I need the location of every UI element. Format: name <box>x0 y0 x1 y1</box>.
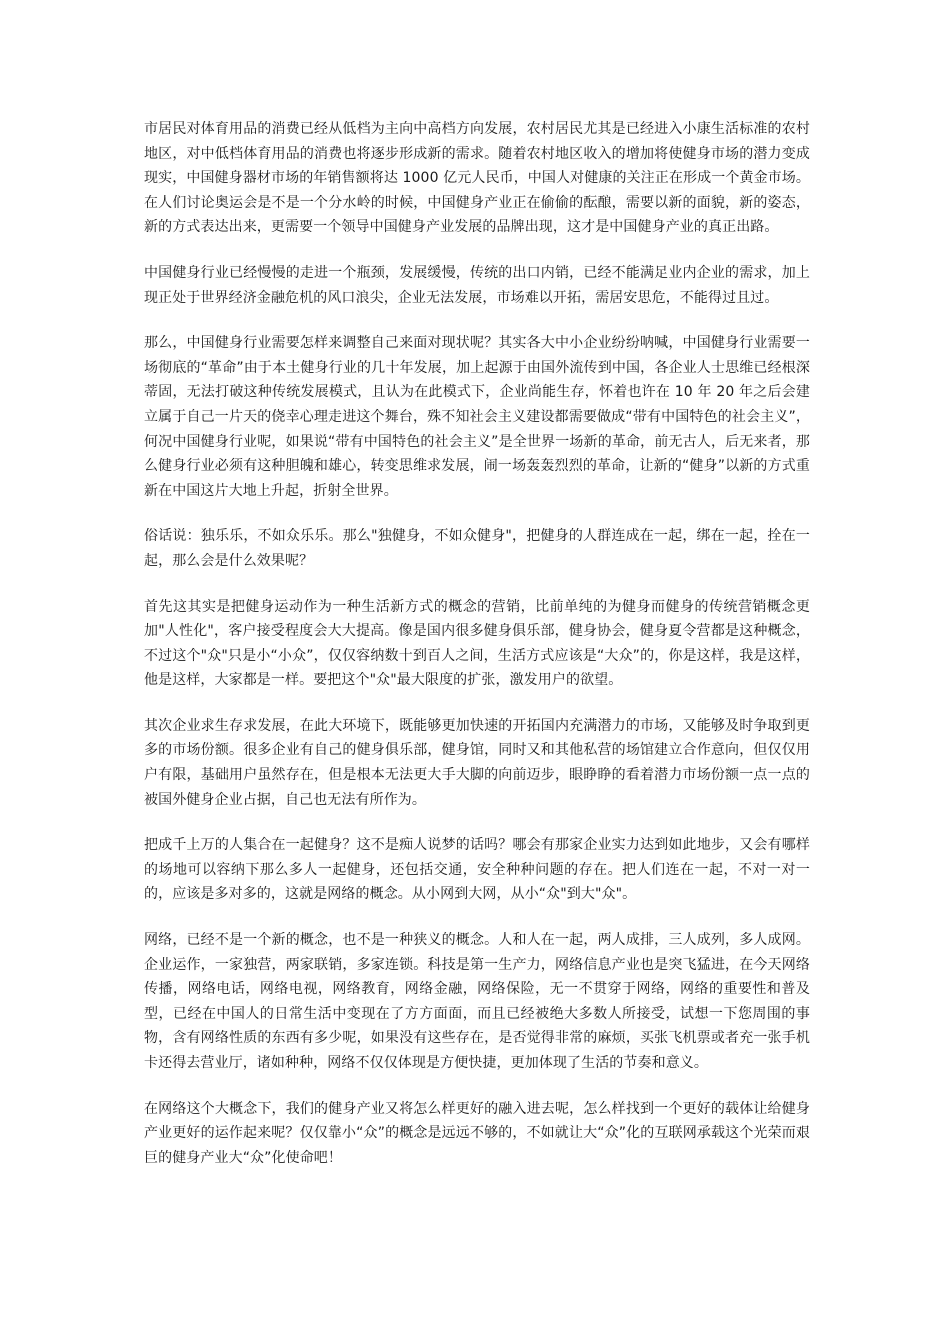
paragraph-8: 网络，已经不是一个新的概念，也不是一种狭义的概念。人和人在一起，两人成排，三人成列，多人成网。企业运作，一家独营，两家联销，多家连锁。科技是第一生产力，网络信息产业也是突飞猛进，在今天网络传播，网络电话，网络电视，网络教育，网络金融，网络保险，无一不贯穿于网络，网络的重要性和普及型，已经在中国人的日常生活中变现在了方方面面，而且已经被绝大多数人所接受，试想一下您周围的事物，含有网络性质的东西有多少呢，如果没有这些存在，是否觉得非常的麻烦，买张飞机票或者充一张手机卡还得去营业厅，诸如种种，网络不仅仅体现是方便快捷，更加体现了生活的节奏和意义。 <box>144 932 810 1071</box>
paragraph-3: 那么，中国健身行业需要怎样来调整自己来面对现状呢？其实各大中小企业纷纷呐喊，中国健身行业需要一场彻底的“革命”由于本土健身行业的几十年发展，加上起源于由国外流传到中国，各企业人士思维已经根深蒂固，无法打破这种传统发展模式，且认为在此模式下，企业尚能生存，怀着也许在 10 年 20 年之后会建立属于自己一片天的侥幸心理走进这个舞台，殊不知社会主义建设都需要做成“带有中国特色的社会主义”，何况中国健身行业呢，如果说“带有中国特色的社会主义”是全世界一场新的革命，前无古人，后无来者，那么健身行业必须有这种胆魄和雄心，转变思维求发展，闹一场轰轰烈烈的革命，让新的“健身”以新的方式重新在中国这片大地上升起，折射全世界。 <box>144 335 810 499</box>
article-body <box>144 117 810 1191</box>
paragraph-5: 首先这其实是把健身运动作为一种生活新方式的概念的营销，比前单纯的为健身而健身的传统营销概念更加"人性化"，客户接受程度会大大提高。像是国内很多健身俱乐部，健身协会，健身夏令营都是这种概念，不过这个"众"只是小“小众”，仅仅容纳数十到百人之间，生活方式应该是“大众”的，你是这样，我是这样，他是这样，大家都是一样。要把这个"众"最大限度的扩张，激发用户的欲望。 <box>144 598 810 689</box>
paragraph-2: 中国健身行业已经慢慢的走进一个瓶颈，发展缓慢，传统的出口内销，已经不能满足业内企业的需求，加上现正处于世界经济金融危机的风口浪尖，企业无法发展，市场难以开拓，需居安思危，不能得过且过。 <box>144 264 810 306</box>
paragraph-1: 市居民对体育用品的消费已经从低档为主向中高档方向发展，农村居民尤其是已经进入小康生活标准的农村地区，对中低档体育用品的消费也将逐步形成新的需求。随着农村地区收入的增加将使健身市场的潜力变成现实，中国健身器材市场的年销售额将达 1000 亿元人民币，中国人对健康的关注正在形成一个黄金市场。在人们讨论奥运会是不是一个分水岭的时候，中国健身产业正在偷偷的酝酿，需要以新的面貌，新的姿态，新的方式表达出来，更需要一个领导中国健身产业发展的品牌出现，这才是中国健身产业的真正出路。 <box>144 121 810 236</box>
paragraph-4: 俗话说：独乐乐，不如众乐乐。那么"独健身，不如众健身"，把健身的人群连成在一起，绑在一起，拴在一起，那么会是什么效果呢？ <box>144 528 810 569</box>
paragraph-7: 把成千上万的人集合在一起健身？这不是痴人说梦的话吗？哪会有那家企业实力达到如此地步，又会有哪样的场地可以容纳下那么多人一起健身，还包括交通，安全种种问题的存在。把人们连在一起，不对一对一的，应该是多对多的，这就是网络的概念。从小网到大网，从小“众"到大"众"。 <box>144 837 810 903</box>
paragraph-6: 其次企业求生存求发展，在此大环境下，既能够更加快速的开拓国内充满潜力的市场，又能够及时争取到更多的市场份额。很多企业有自己的健身俱乐部，健身馆，同时又和其他私营的场馆建立合作意向，但仅仅用户有限，基础用户虽然存在，但是根本无法更大手大脚的向前迈步，眼睁睁的看着潜力市场份额一点一点的被国外健身企业占据，自己也无法有所作为。 <box>144 717 810 808</box>
paragraph-9: 在网络这个大概念下，我们的健身产业又将怎么样更好的融入进去呢，怎么样找到一个更好的载体让给健身产业更好的运作起来呢？仅仅靠小“众”的概念是远远不够的，不如就让大“众”化的互联网承载这个光荣而艰巨的健身产业大“众”化使命吧！ <box>144 1100 810 1166</box>
